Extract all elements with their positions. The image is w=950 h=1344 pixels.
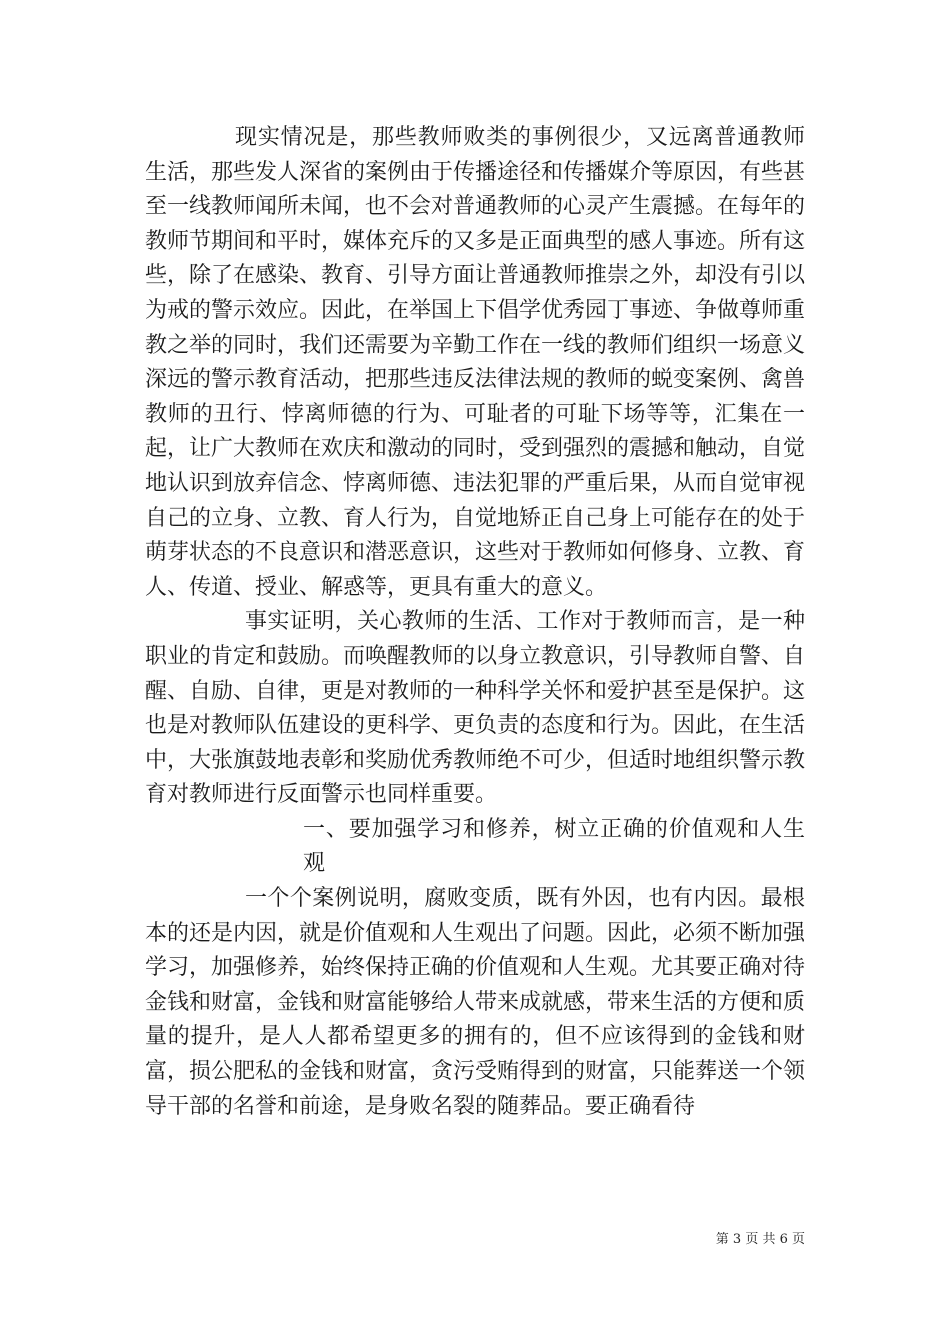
paragraph-facts: 事实证明，关心教师的生活、工作对于教师而言，是一种职业的肯定和鼓励。而唤醒教师的以身立教意识，引导教师自警、自醒、自励、自律，更是对教师的一种科学关怀和爱护甚至是保护。这也是对教师队伍建设的更科学、更负责的态度和行为。因此，在生活中，大张旗鼓地表彰和奖励优秀教师绝不可少，但适时地组织警示教育对教师进行反面警示也同样重要。: [145, 609, 806, 808]
body-text: [145, 121, 805, 1124]
paragraph-reality: 现实情况是，那些教师败类的事例很少，又远离普通教师生活，那些发人深省的案例由于传播途径和传播媒介等原因，有些甚至一线教师闻所未闻，也不会对普通教师的心灵产生震撼。在每年的教师节期间和平时，媒体充斥的又多是正面典型的感人事迹。所有这些，除了在感染、教育、引导方面让普通教师推崇之外，却没有引以为戒的警示效应。因此，在举国上下倡学优秀园丁事迹、争做尊师重教之举的同时，我们还需要为辛勤工作在一线的教师们组织一场意义深远的警示教育活动，把那些违反法律法规的教师的蜕变案例、禽兽教师的丑行、悖离师德的行为、可耻者的可耻下场等等，汇集在一起，让广大教师在欢庆和激动的同时，受到强烈的震撼和触动，自觉地认识到放弃信念、悖离师德、违法犯罪的严重后果，从而自觉审视自己的立身、立教、育人行为，自觉地矫正自己身上可能存在的处于萌芽状态的不良意识和潜恶意识，这些对于教师如何修身、立教、育人、传道、授业、解惑等，更具有重大的意义。: [145, 125, 806, 600]
page-number: 第 3 页 共 6 页: [715, 1232, 805, 1247]
section-heading: 一、要加强学习和修养，树立正确的价值观和人生观: [303, 816, 805, 877]
paragraph-section-body: 一个个案例说明，腐败变质，既有外因，也有内因。最根本的还是内因，就是价值观和人生观出了问题。因此，必须不断加强学习，加强修养，始终保持正确的价值观和人生观。尤其要正确对待金钱和财富，金钱和财富能够给人带来成就感，带来生活的方便和质量的提升，是人人都希望更多的拥有的，但不应该得到的金钱和财富，损公肥私的金钱和财富，贪污受贿得到的财富，只能葬送一个领导干部的名誉和前途，是身败名裂的随葬品。要正确看待: [145, 886, 806, 1119]
